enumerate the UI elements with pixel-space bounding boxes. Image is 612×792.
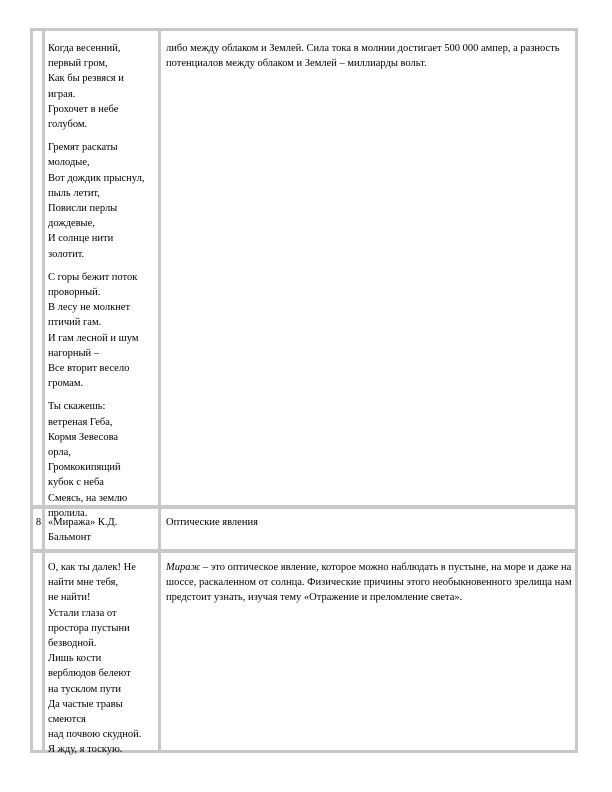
mirage-explanation [166, 560, 572, 606]
row-number: 8 [35, 517, 42, 528]
row-divider [30, 549, 578, 553]
poem-stanzas [48, 41, 158, 521]
poem-cell [48, 41, 158, 521]
column-divider [42, 28, 45, 753]
poem-stanza: Гремят раскаты молодые, Вот дождик прыснул, пыль летит, Повисли перлы дождевые, И солнце нити золотит. [48, 142, 145, 260]
explanation-cell: либо между облаком и Землей. Сила тока в молнии достигает 500 000 ампер, а разность потенциалов между облаком и Землей – миллиарды вольт. [166, 43, 560, 70]
poem-title: «Миража» К.Д. Бальмонт [48, 517, 118, 544]
poem-stanza: Ты скажешь: ветреная Геба, Кормя Зевесова орла, Громкокипящий кубок с неба Смеясь, на землю пролила. [48, 401, 128, 519]
column-divider [575, 28, 578, 753]
topic-label: Оптические явления [166, 517, 258, 528]
term-mirage: Мираж [166, 562, 201, 573]
row-divider [30, 28, 578, 31]
mirage-text: – это оптическое явление, которое можно наблюдать в пустыне, на море и даже на шоссе, раскаленном от солнца. Физические причины этого необыкновенного зрелища нам предстоит узнать, изучая тему «Отражение и преломление света». [166, 562, 572, 604]
column-divider [30, 28, 33, 753]
poem-cell: О, как ты далек! Не найти мне тебя, не найти! Устали глаза от простора пустыни безводной. Лишь кости верблюдов белеют на тусклом пути Да частые травы смеются над почвою скудной. Я жду, я тоскую. [48, 562, 142, 756]
poem-stanza: С горы бежит поток проворный. В лесу не молкнет птичий гам. И гам лесной и шум нагорный – Все вторит весело громам. [48, 271, 139, 390]
poem-stanza: Когда весенний, первый гром, Как бы резвяся и играя. Грохочет в небе голубом. [48, 43, 124, 131]
